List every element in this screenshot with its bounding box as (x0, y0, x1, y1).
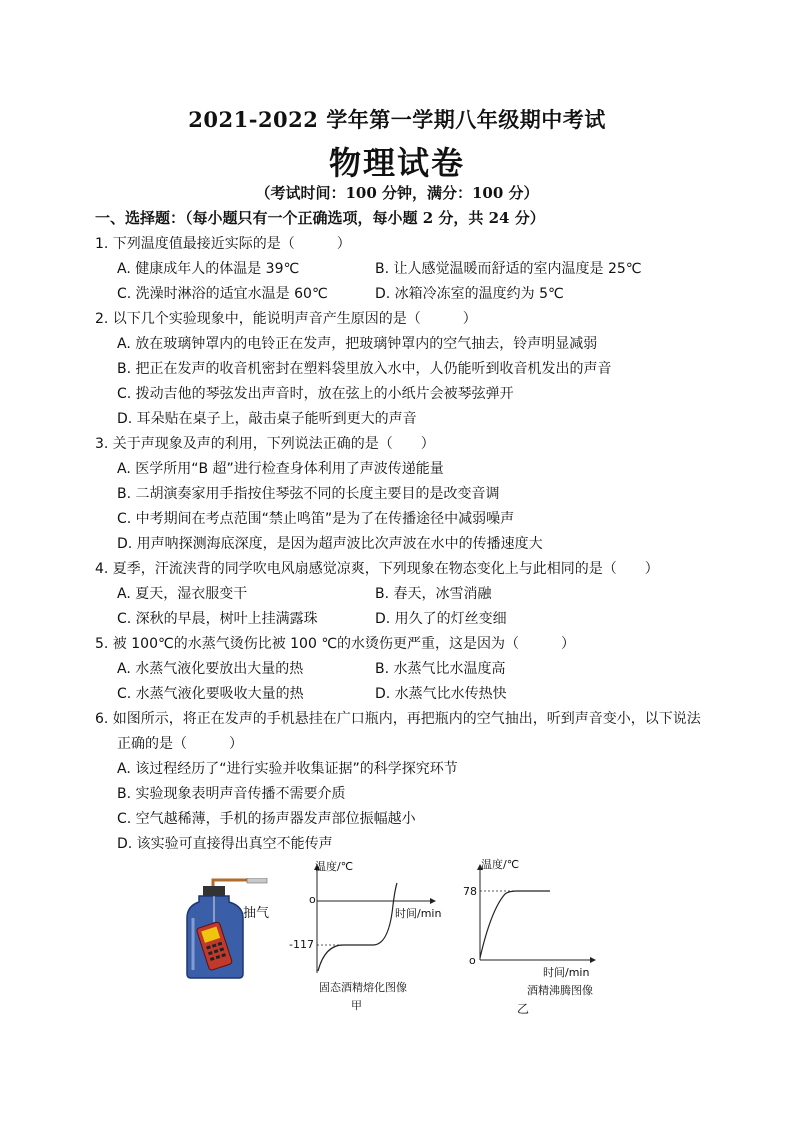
question-2-stem: 2. 以下几个实验现象中，能说明声音产生原因的是（ ） (95, 311, 477, 327)
graph2-origin: o (469, 954, 476, 967)
exam-info: （考试时间：100 分钟，满分：100 分） (255, 184, 539, 202)
question-1-stem: 1. 下列温度值最接近实际的是（ ） (95, 236, 351, 252)
melting-graph (285, 855, 445, 1015)
question-5-option-d: D. 水蒸气比水传热快 (375, 686, 507, 702)
question-4-option-d: D. 用久了的灯丝变细 (375, 611, 507, 627)
question-1-option-d: D. 冰箱冷冻室的温度约为 5℃ (375, 286, 564, 302)
graph2-x-label: 时间/min (543, 966, 590, 979)
graph1-tag: 甲 (351, 999, 362, 1012)
tube-nozzle (247, 878, 267, 883)
question-6-option-c: C. 空气越稀薄，手机的扬声器发声部位振幅越小 (117, 811, 416, 827)
graph1-tick: -117 (289, 938, 314, 951)
question-6-stem: 6. 如图所示，将正在发声的手机悬挂在广口瓶内，再把瓶内的空气抽出，听到声音变小，以下说法 (95, 711, 701, 727)
graph2-caption: 酒精沸腾图像 (527, 984, 593, 997)
question-2-option-a: A. 放在玻璃钟罩内的电铃正在发声，把玻璃钟罩内的空气抽去，铃声明显减弱 (117, 336, 598, 352)
question-3-option-b: B. 二胡演奏家用手指按住琴弦不同的长度主要目的是改变音调 (117, 486, 500, 502)
question-2-option-d: D. 耳朵贴在桌子上，敲击桌子能听到更大的声音 (117, 411, 417, 427)
stopper (203, 886, 225, 896)
pump-label: 抽气 (243, 906, 270, 921)
bell-jar-figure (185, 878, 295, 983)
question-4-option-a: A. 夏天，湿衣服变干 (117, 586, 248, 602)
question-1-option-c: C. 洗澡时淋浴的适宜水温是 60℃ (117, 286, 328, 302)
graph1-curve (318, 883, 397, 971)
question-3-stem: 3. 关于声现象及声的利用，下列说法正确的是（ ） (95, 436, 435, 452)
subject-title: 物理试卷 (328, 144, 465, 182)
question-4-stem: 4. 夏季，汗流浃背的同学吹电风扇感觉凉爽，下列现象在物态变化上与此相同的是（ ） (95, 561, 659, 577)
graph1-origin: o (309, 893, 316, 906)
question-6-option-b: B. 实验现象表明声音传播不需要介质 (117, 786, 346, 802)
question-5-option-b: B. 水蒸气比水温度高 (375, 661, 506, 677)
graph1-caption: 固态酒精熔化图像 (319, 981, 407, 994)
question-3-option-c: C. 中考期间在考点范围“禁止鸣笛”是为了在传播途径中减弱噪声 (117, 511, 515, 527)
question-1-option-b: B. 让人感觉温暖而舒适的室内温度是 25℃ (375, 261, 642, 277)
boiling-graph (455, 850, 605, 1020)
question-6-option-d: D. 该实验可直接得出真空不能传声 (117, 836, 333, 852)
graph2-tag: 乙 (517, 1002, 530, 1016)
question-6-option-a: A. 该过程经历了“进行实验并收集证据”的科学探究环节 (117, 761, 458, 777)
graph1-x-label: 时间/min (395, 907, 442, 920)
question-3-option-d: D. 用声呐探测海底深度，是因为超声波比次声波在水中的传播速度大 (117, 536, 543, 552)
question-5-option-c: C. 水蒸气液化要吸收大量的热 (117, 686, 304, 702)
graph2-curve (480, 891, 550, 958)
question-5-stem: 5. 被 100℃的水蒸气烫伤比被 100 ℃的水烫伤更严重，这是因为（ ） (95, 636, 576, 652)
question-3-option-a: A. 医学所用“B 超”进行检查身体利用了声波传递能量 (117, 461, 444, 477)
question-2-option-b: B. 把正在发声的收音机密封在塑料袋里放入水中，人仍能听到收音机发出的声音 (117, 361, 612, 377)
question-6-stem-continued: 正确的是（ ） (117, 736, 243, 752)
graph2-tick: 78 (463, 885, 477, 898)
section-heading: 一、选择题：（每小题只有一个正确选项，每小题 2 分，共 24 分） (95, 209, 545, 227)
exam-title: 2021-2022 学年第一学期八年级期中考试 (188, 107, 606, 132)
graph1-y-label: 温度/℃ (315, 860, 354, 873)
question-1-option-a: A. 健康成年人的体温是 39℃ (117, 261, 300, 277)
graph2-y-label: 温度/℃ (481, 858, 520, 871)
question-4-option-b: B. 春天，冰雪消融 (375, 586, 492, 602)
question-5-option-a: A. 水蒸气液化要放出大量的热 (117, 661, 304, 677)
question-2-option-c: C. 拨动吉他的琴弦发出声音时，放在弦上的小纸片会被琴弦弹开 (117, 386, 514, 402)
question-4-option-c: C. 深秋的早晨，树叶上挂满露珠 (117, 611, 318, 627)
